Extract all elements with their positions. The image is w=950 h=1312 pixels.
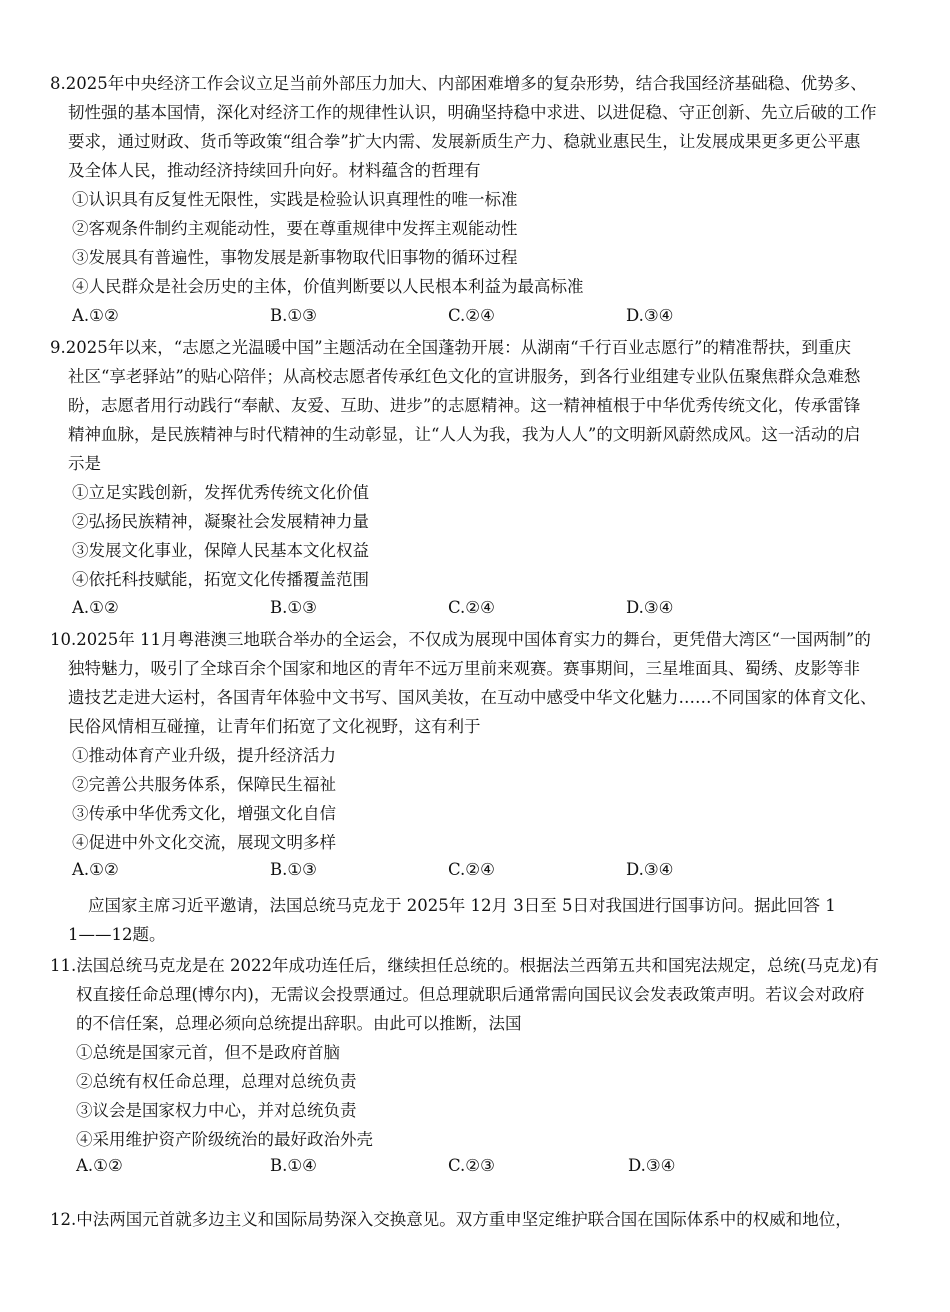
- q11-item-2: ②总统有权任命总理，总理对总统负责: [76, 1072, 357, 1091]
- q9-stem-line-3: 盼，志愿者用行动践行“奉献、友爱、互助、进步”的志愿精神。这一精神植根于中华优秀传统文化，传承雷锋: [68, 396, 861, 415]
- q10-option-a: A.①②: [72, 860, 119, 879]
- q8-stem-line-4: 及全体人民，推动经济持续回升向好。材料蕴含的哲理有: [68, 161, 481, 180]
- q10-option-c: C.②④: [448, 860, 495, 879]
- q9-option-b: B.①③: [270, 598, 317, 617]
- q10-stem-line-2: 独特魅力，吸引了全球百余个国家和地区的青年不远万里前来观赛。赛事期间，三星堆面具、蜀绣、皮影等非: [68, 659, 860, 678]
- q9-option-d: D.③④: [626, 598, 674, 617]
- q9-item-2: ②弘扬民族精神，凝聚社会发展精神力量: [72, 512, 369, 531]
- q11-stem-line-3: 的不信任案，总理必须向总统提出辞职。由此可以推断，法国: [76, 1014, 522, 1033]
- q8-option-b: B.①③: [270, 306, 317, 325]
- q10-option-d: D.③④: [626, 860, 674, 879]
- q10-item-2: ②完善公共服务体系，保障民生福祉: [72, 775, 336, 794]
- q9-item-4: ④依托科技赋能，拓宽文化传播覆盖范围: [72, 570, 369, 589]
- q10-item-1: ①推动体育产业升级，提升经济活力: [72, 746, 336, 765]
- q10-stem-line-1: 10.2025年 11月粤港澳三地联合举办的全运会，不仅成为展现中国体育实力的舞台，更凭借大湾区“一国两制”的: [50, 630, 871, 649]
- q10-stem-line-4: 民俗风情相互碰撞，让青年们拓宽了文化视野，这有利于: [68, 717, 481, 736]
- q8-item-1: ①认识具有反复性无限性，实践是检验认识真理性的唯一标准: [72, 190, 518, 209]
- q8-stem-line-2: 韧性强的基本国情，深化对经济工作的规律性认识，明确坚持稳中求进、以进促稳、守正创新、先立后破的工作: [68, 103, 877, 122]
- q8-stem-line-1: 8.2025年中央经济工作会议立足当前外部压力加大、内部困难增多的复杂形势，结合我国经济基础稳、优势多、: [50, 74, 867, 93]
- q8-item-4: ④人民群众是社会历史的主体，价值判断要以人民根本利益为最高标准: [72, 277, 584, 296]
- q11-option-c: C.②③: [448, 1156, 495, 1175]
- q8-item-3: ③发展具有普遍性，事物发展是新事物取代旧事物的循环过程: [72, 248, 518, 267]
- q10-stem-line-3: 遗技艺走进大运村，各国青年体验中文书写、国风美妆，在互动中感受中华文化魅力……不同国家的体育文化、: [68, 688, 877, 707]
- q10-option-b: B.①③: [270, 860, 317, 879]
- q9-option-c: C.②④: [448, 598, 495, 617]
- q11-item-4: ④采用维护资产阶级统治的最好政治外壳: [76, 1130, 373, 1149]
- q12-stem-line-1: 12.中法两国元首就多边主义和国际局势深入交换意见。双方重申坚定维护联合国在国际体系中的权威和地位，: [50, 1210, 852, 1229]
- q8-option-a: A.①②: [72, 306, 119, 325]
- q11-item-1: ①总统是国家元首，但不是政府首脑: [76, 1043, 340, 1062]
- q8-option-d: D.③④: [626, 306, 674, 325]
- q9-stem-line-5: 示是: [68, 454, 101, 473]
- q11-option-a: A.①②: [76, 1156, 123, 1175]
- q9-item-3: ③发展文化事业，保障人民基本文化权益: [72, 541, 369, 560]
- intro-line-1: 应国家主席习近平邀请，法国总统马克龙于 2025年 12月 3日至 5日对我国进行国事访问。据此回答 1: [88, 896, 836, 915]
- q11-item-3: ③议会是国家权力中心，并对总统负责: [76, 1101, 357, 1120]
- q9-stem-line-1: 9.2025年以来，“志愿之光温暖中国”主题活动在全国蓬勃开展：从湖南“千行百业志愿行”的精准帮扶，到重庆: [50, 338, 851, 357]
- q11-option-b: B.①④: [270, 1156, 317, 1175]
- q9-option-a: A.①②: [72, 598, 119, 617]
- q8-stem-line-3: 要求，通过财政、货币等政策“组合拳”扩大内需、发展新质生产力、稳就业惠民生，让发展成果更多更公平惠: [68, 132, 861, 151]
- q11-stem-line-1: 11.法国总统马克龙是在 2022年成功连任后，继续担任总统的。根据法兰西第五共和国宪法规定，总统(马克龙)有: [50, 956, 879, 975]
- q10-item-4: ④促进中外文化交流，展现文明多样: [72, 833, 336, 852]
- q11-option-d: D.③④: [628, 1156, 676, 1175]
- intro-line-2: 1——12题。: [68, 925, 166, 944]
- q8-item-2: ②客观条件制约主观能动性，要在尊重规律中发挥主观能动性: [72, 219, 518, 238]
- q9-stem-line-4: 精神血脉，是民族精神与时代精神的生动彰显，让“人人为我，我为人人”的文明新风蔚然成风。这一活动的启: [68, 425, 861, 444]
- q8-option-c: C.②④: [448, 306, 495, 325]
- q9-item-1: ①立足实践创新，发挥优秀传统文化价值: [72, 483, 369, 502]
- q9-stem-line-2: 社区“享老驿站”的贴心陪伴；从高校志愿者传承红色文化的宣讲服务，到各行业组建专业队伍聚焦群众急难愁: [68, 367, 861, 386]
- q11-stem-line-2: 权直接任命总理(博尔内)，无需议会投票通过。但总理就职后通常需向国民议会发表政策声明。若议会对政府: [76, 985, 865, 1004]
- q10-item-3: ③传承中华优秀文化，增强文化自信: [72, 804, 336, 823]
